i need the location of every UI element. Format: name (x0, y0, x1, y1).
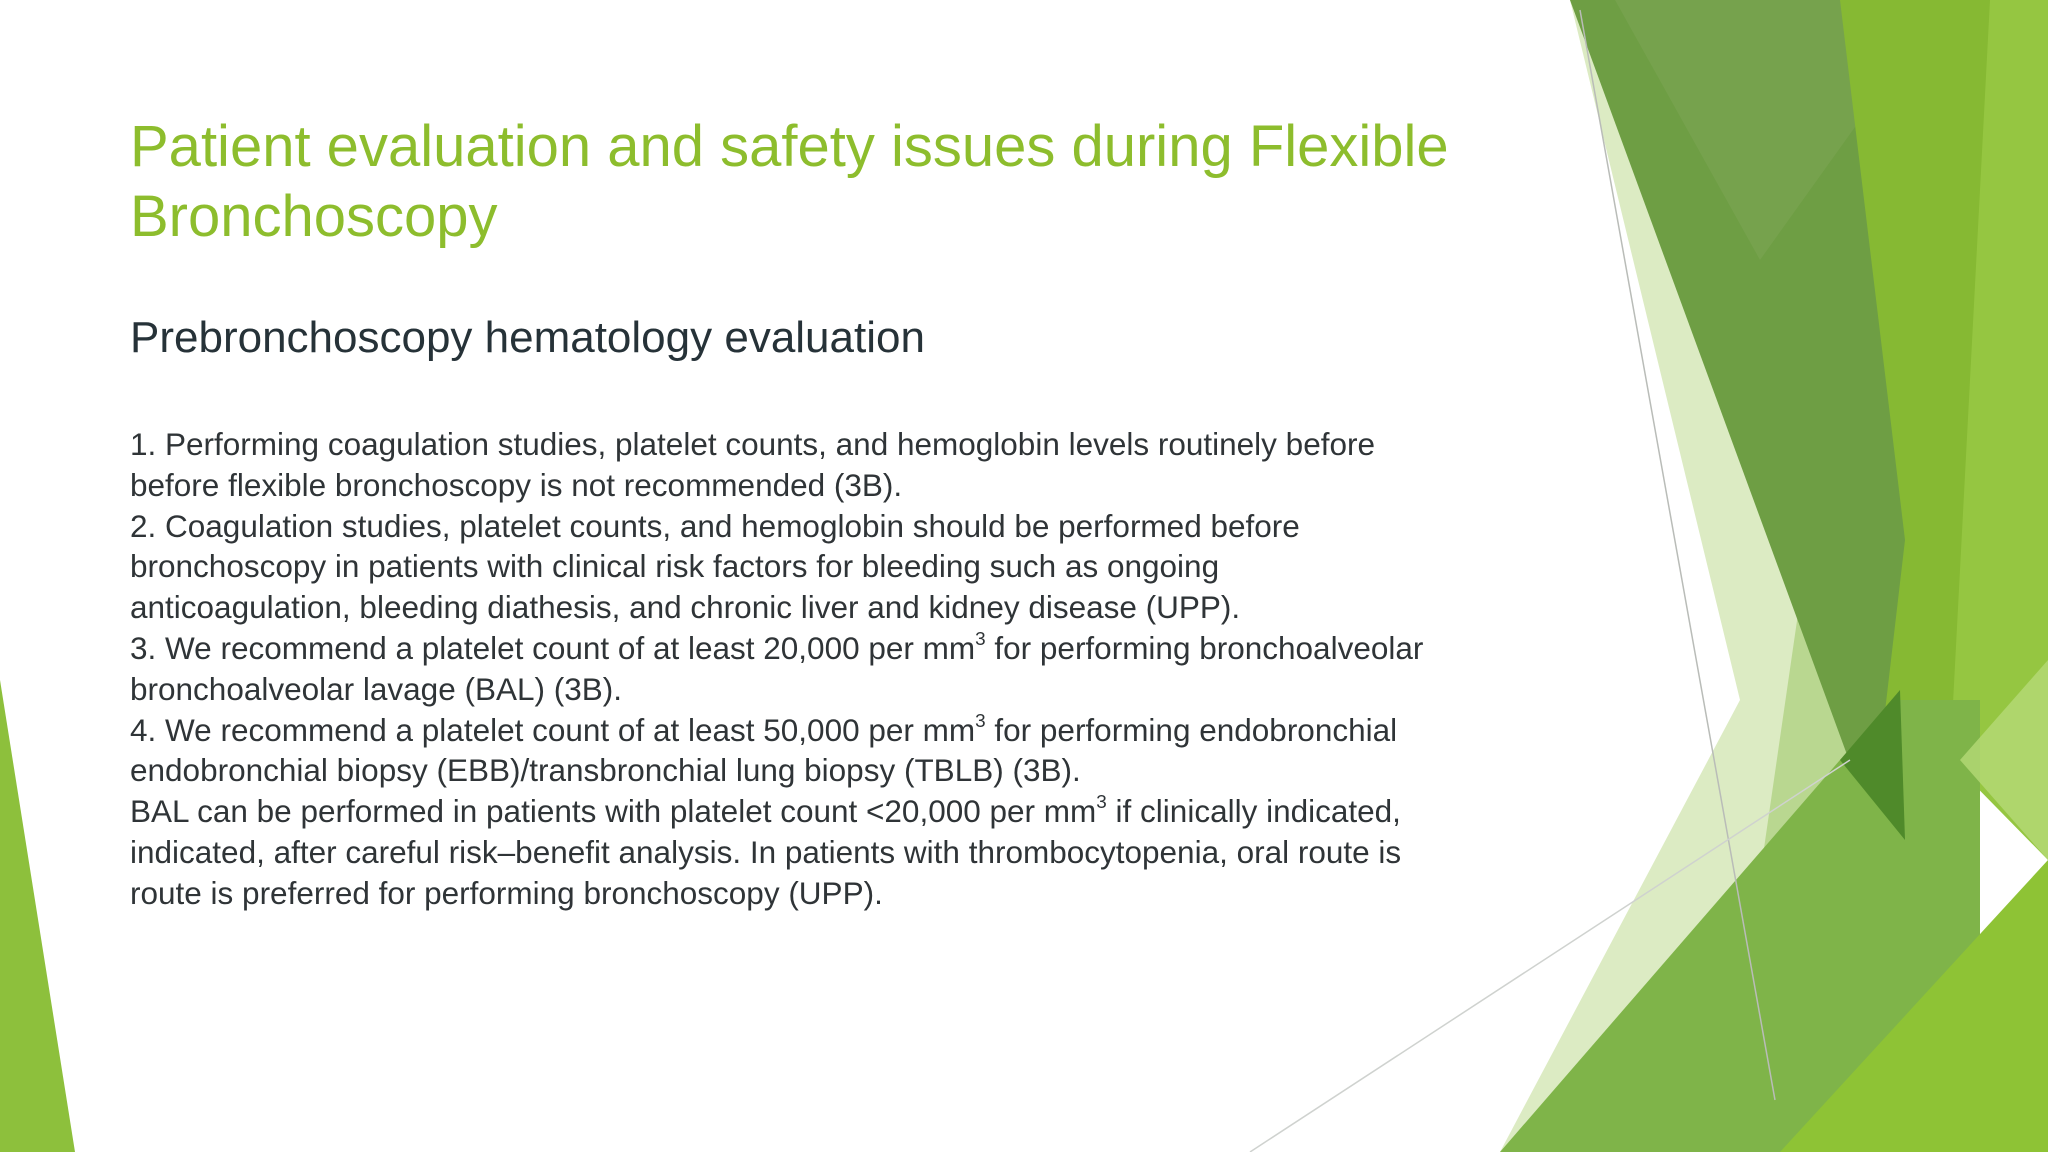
body-line: indicated, after careful risk–benefit analysis. In patients with thrombocytopenia, oral route is (130, 833, 1402, 870)
body-line-with-superscript (130, 791, 1580, 832)
slide-title-line-1: Patient evaluation and safety issues during Flexible (130, 114, 1449, 179)
text-segment: BAL can be performed in patients with platelet count <20,000 per mm (130, 793, 1097, 830)
body-line: route is preferred for performing bronchoscopy (UPP). (130, 874, 883, 911)
text-segment: 3. We recommend a platelet count of at least 20,000 per mm (130, 629, 976, 666)
text-segment: for performing bronchoalveolar (985, 629, 1424, 666)
body-text (130, 424, 1580, 914)
text-segment: for performing endobronchial (985, 711, 1398, 748)
body-line-with-superscript (130, 628, 1580, 669)
left-accent-shape (0, 680, 75, 1152)
text-segment: if clinically indicated, (1106, 793, 1401, 830)
body-line: anticoagulation, bleeding diathesis, and chronic liver and kidney disease (UPP). (130, 589, 1241, 626)
superscript: 3 (1096, 792, 1107, 813)
slide-title (130, 112, 1530, 252)
superscript: 3 (975, 628, 986, 650)
body-line: endobronchial biopsy (EBB)/transbronchial lung biopsy (TBLB) (3B). (130, 752, 1081, 789)
superscript: 3 (975, 710, 986, 732)
text-segment: 4. We recommend a platelet count of at least 50,000 per mm (130, 711, 976, 748)
section-subtitle: Prebronchoscopy hematology evaluation (130, 313, 925, 362)
body-line: bronchoscopy in patients with clinical risk factors for bleeding such as ongoing (130, 548, 1220, 585)
body-line: 1. Performing coagulation studies, platelet counts, and hemoglobin levels routinely before (130, 426, 1376, 462)
body-line: bronchoalveolar lavage (BAL) (3B). (130, 670, 623, 707)
slide-title-line-2: Bronchoscopy (130, 184, 498, 249)
body-line-with-superscript (130, 710, 1580, 751)
body-line: before flexible bronchoscopy is not recommended (3B). (130, 466, 903, 503)
body-line: 2. Coagulation studies, platelet counts, and hemoglobin should be performed before (130, 507, 1300, 544)
